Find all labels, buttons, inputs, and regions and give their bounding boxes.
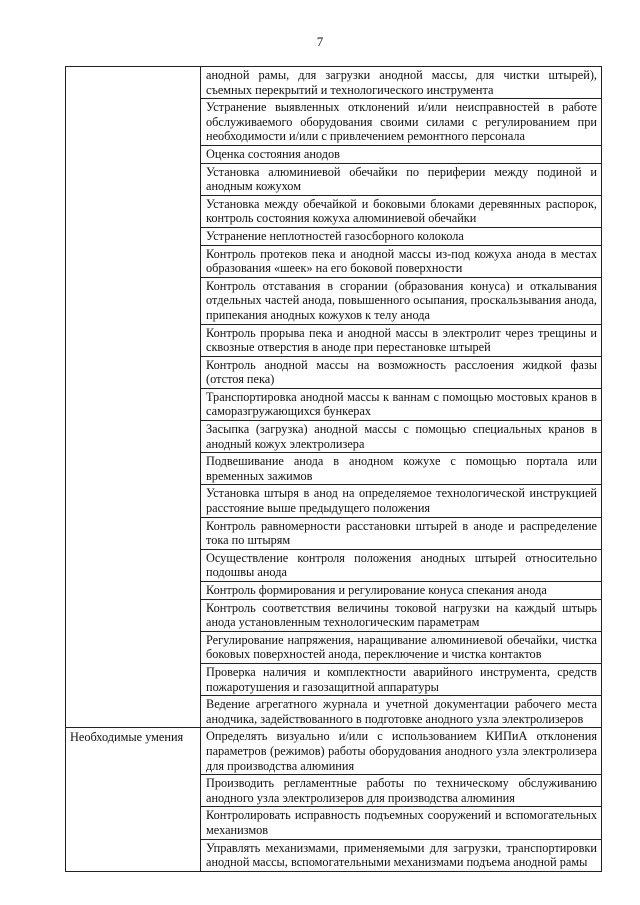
list-item: Управлять механизмами, применяемыми для загрузки, транспортировки анодной массы, вспомогательными механизмами подъема анодной рамы: [206, 840, 597, 870]
section-items: [201, 728, 602, 871]
list-item: Определять визуально и/или с использованием КИПиА отклонения параметров (режимов) работы оборудования анодного узла электролизера для производства алюминия: [201, 728, 601, 775]
list-item: Контроль отставания в сгорании (образования конуса) и откалывания отдельных частей анода, повышенного осыпания, проскальзывания анода, припекания анодных кожухов к телу анода: [201, 278, 601, 325]
list-item: Ведение агрегатного журнала и учетной документации рабочего места анодчика, задействованного в подготовке анодного узла электролизеров: [206, 697, 597, 726]
list-item: Регулирование напряжения, наращивание алюминиевой обечайки, чистка боковых поверхностей анода, переключение и чистка контактов: [201, 632, 601, 664]
list-item: Установка между обечайкой и боковыми блоками деревянных распорок, контроль состояния кожуха алюминиевой обечайки: [201, 196, 601, 228]
section-row: [66, 67, 602, 728]
table-body: [66, 67, 602, 872]
list-item: Установка штыря в анод на определяемое технологической инструкцией расстояние выше предыдущего положения: [201, 485, 601, 517]
list-item: Контроль прорыва пека и анодной массы в электролит через трещины и сквозные отверстия в аноде при перестановке штырей: [201, 325, 601, 357]
list-item: Контроль протеков пека и анодной массы из-под кожуха анода в местах образования «шеек» на его боковой поверхности: [201, 246, 601, 278]
list-item: Производить регламентные работы по техническому обслуживанию анодного узла электролизеров для производства алюминия: [201, 775, 601, 807]
page-number: 7: [316, 34, 324, 49]
list-item: Подвешивание анода в анодном кожухе с помощью портала или временных зажимов: [201, 453, 601, 485]
list-item: Транспортировка анодной массы к ваннам с помощью мостовых кранов в саморазгружающихся бункерах: [201, 389, 601, 421]
list-item: Установка алюминиевой обечайки по периферии между подиной и анодным кожухом: [201, 164, 601, 196]
list-item: Контроль формирования и регулирование конуса спекания анода: [201, 582, 601, 600]
list-item: Контроль соответствия величины токовой нагрузки на каждый штырь анода установленным технологическим параметрам: [201, 600, 601, 632]
list-item: Контроль равномерности расстановки штырей в аноде и распределение тока по штырям: [201, 518, 601, 550]
list-item: Устранение выявленных отклонений и/или неисправностей в работе обслуживаемого оборудования своими силами с регулированием при необходимости и/или с привлечением ремонтного персонала: [201, 99, 601, 146]
list-item: Контроль анодной массы на возможность расслоения жидкой фазы (отстоя пека): [201, 357, 601, 389]
section-label: Необходимые умения: [66, 728, 201, 871]
list-item: Засыпка (загрузка) анодной массы с помощью специальных кранов в анодный кожух электролизера: [201, 421, 601, 453]
section-items: [201, 67, 602, 728]
list-item: Осуществление контроля положения анодных штырей относительно подошвы анода: [201, 550, 601, 582]
requirements-table: [65, 66, 602, 872]
list-item: Контролировать исправность подъемных сооружений и вспомогательных механизмов: [201, 807, 601, 839]
section-row: [66, 728, 602, 871]
list-item: Проверка наличия и комплектности аварийного инструмента, средств пожаротушения и газозащитной аппаратуры: [201, 664, 601, 696]
list-item: Оценка состояния анодов: [201, 146, 601, 164]
list-item: анодной рамы, для загрузки анодной массы, для чистки штырей), съемных перекрытий и технологического инструмента: [201, 67, 601, 99]
list-item: Устранение неплотностей газосборного колокола: [201, 228, 601, 246]
section-label: [66, 67, 201, 728]
